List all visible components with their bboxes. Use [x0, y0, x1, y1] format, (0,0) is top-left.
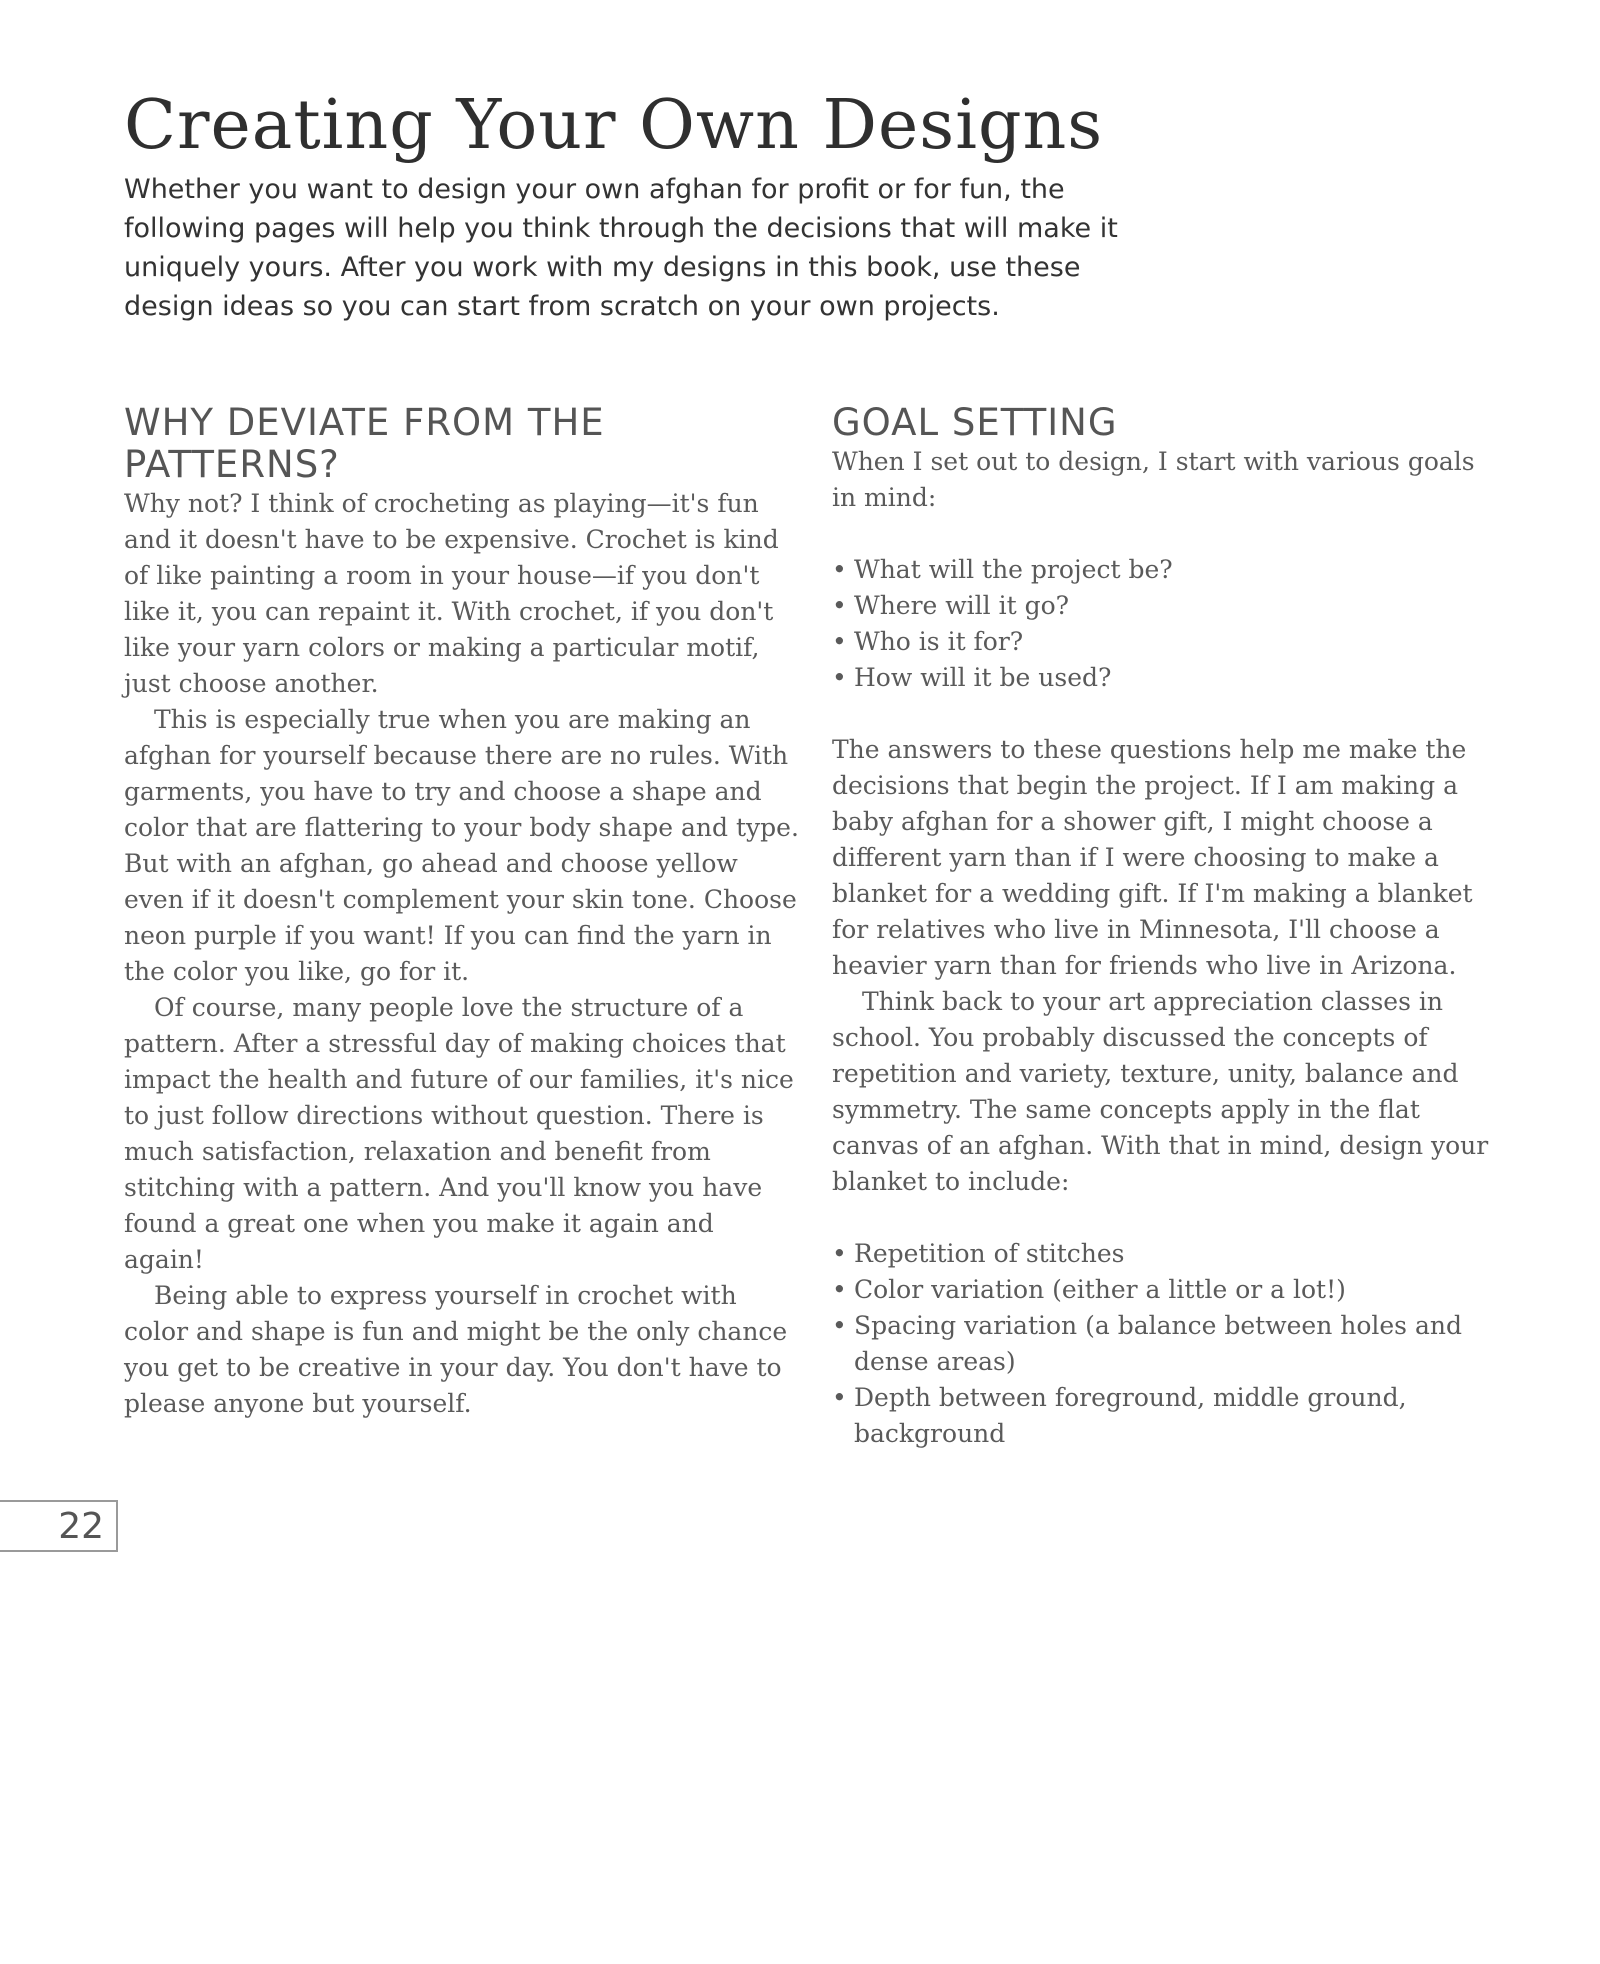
bullet-icon: • — [832, 1275, 847, 1304]
list-item — [832, 1236, 1492, 1272]
list-item-text: Spacing variation (a balance between holes and dense areas) — [854, 1311, 1462, 1376]
list-item — [832, 660, 1492, 696]
list-item — [832, 1308, 1492, 1380]
section-heading-why-deviate: WHY DEVIATE FROM THE PATTERNS? — [124, 401, 605, 486]
list-item-text: Color variation (either a little or a lot!) — [854, 1275, 1346, 1304]
intro-paragraph: Whether you want to design your own afghan for profit or for fun, the following pages will help you think through the decisions that will make it uniquely yours. After you work with my designs in this book, use these design ideas so you can start from scratch on your own projects. — [124, 174, 1118, 322]
right-column — [832, 402, 1492, 1452]
bullet-icon: • — [832, 1311, 847, 1340]
paragraph-art-appreciation: Think back to your art appreciation classes in school. You probably discussed the concepts of repetition and variety, texture, unity, balance and symmetry. The same concepts apply in the flat canvas of an afghan. With that in mind, design your blanket to include: — [832, 987, 1489, 1196]
bullet-icon: • — [832, 627, 847, 656]
list-item-text: How will it be used? — [854, 663, 1112, 692]
list-item — [832, 624, 1492, 660]
design-points-list — [832, 1236, 1492, 1452]
spacer — [832, 516, 1492, 552]
bullet-icon: • — [832, 1239, 847, 1268]
paragraph-express-yourself: Being able to express yourself in crochet with color and shape is fun and might be the only chance you get to be creative in your day. You don't have to please anyone but yourself. — [124, 1281, 788, 1418]
page-title: Creating Your Own Designs — [124, 86, 1104, 165]
spacer — [832, 696, 1492, 732]
list-item-text: Repetition of stitches — [854, 1239, 1125, 1268]
paragraph-why-not: Why not? I think of crocheting as playing—it's fun and it doesn't have to be expensive. Crochet is kind of like painting a room in your house—if you don't like it, you can repaint it. With crochet, if you don't like your yarn colors or making a particular motif, just choose another. — [124, 489, 779, 698]
paragraph-structure: Of course, many people love the structure of a pattern. After a stressful day of making choices that impact the health and future of our families, it's nice to just follow directions without question. There is much satisfaction, relaxation and benefit from stitching with a pattern. And you'll know you have found a great one when you make it again and again! — [124, 993, 794, 1274]
left-column — [124, 402, 800, 1422]
list-item — [832, 588, 1492, 624]
page-number-box — [0, 1500, 118, 1552]
bullet-icon: • — [832, 1383, 847, 1412]
list-item-text: Where will it go? — [854, 591, 1070, 620]
list-item — [832, 552, 1492, 588]
page-number: 22 — [58, 1506, 104, 1547]
list-item — [832, 1380, 1492, 1452]
spacer — [832, 1200, 1492, 1236]
bullet-icon: • — [832, 555, 847, 584]
paragraph-no-rules: This is especially true when you are making an afghan for yourself because there are no rules. With garments, you have to try and choose a shape and color that are flattering to your body shape and type. But with an afghan, go ahead and choose yellow even if it doesn't complement your skin tone. Choose neon purple if you want! If you can find the yarn in the color you like, go for it. — [124, 705, 799, 986]
bullet-icon: • — [832, 663, 847, 692]
list-item-text: What will the project be? — [854, 555, 1173, 584]
list-item — [832, 1272, 1492, 1308]
paragraph-goals-intro: When I set out to design, I start with various goals in mind: — [832, 447, 1475, 512]
bullet-icon: • — [832, 591, 847, 620]
list-item-text: Depth between foreground, middle ground, background — [854, 1383, 1407, 1448]
list-item-text: Who is it for? — [854, 627, 1024, 656]
section-heading-goal-setting: GOAL SETTING — [832, 401, 1118, 444]
paragraph-answers: The answers to these questions help me make the decisions that begin the project. If I am making a baby afghan for a shower gift, I might choose a different yarn than if I were choosing to make a blanket for a wedding gift. If I'm making a blanket for relatives who live in Minnesota, I'll choose a heavier yarn than for friends who live in Arizona. — [832, 735, 1473, 980]
question-list — [832, 552, 1492, 696]
